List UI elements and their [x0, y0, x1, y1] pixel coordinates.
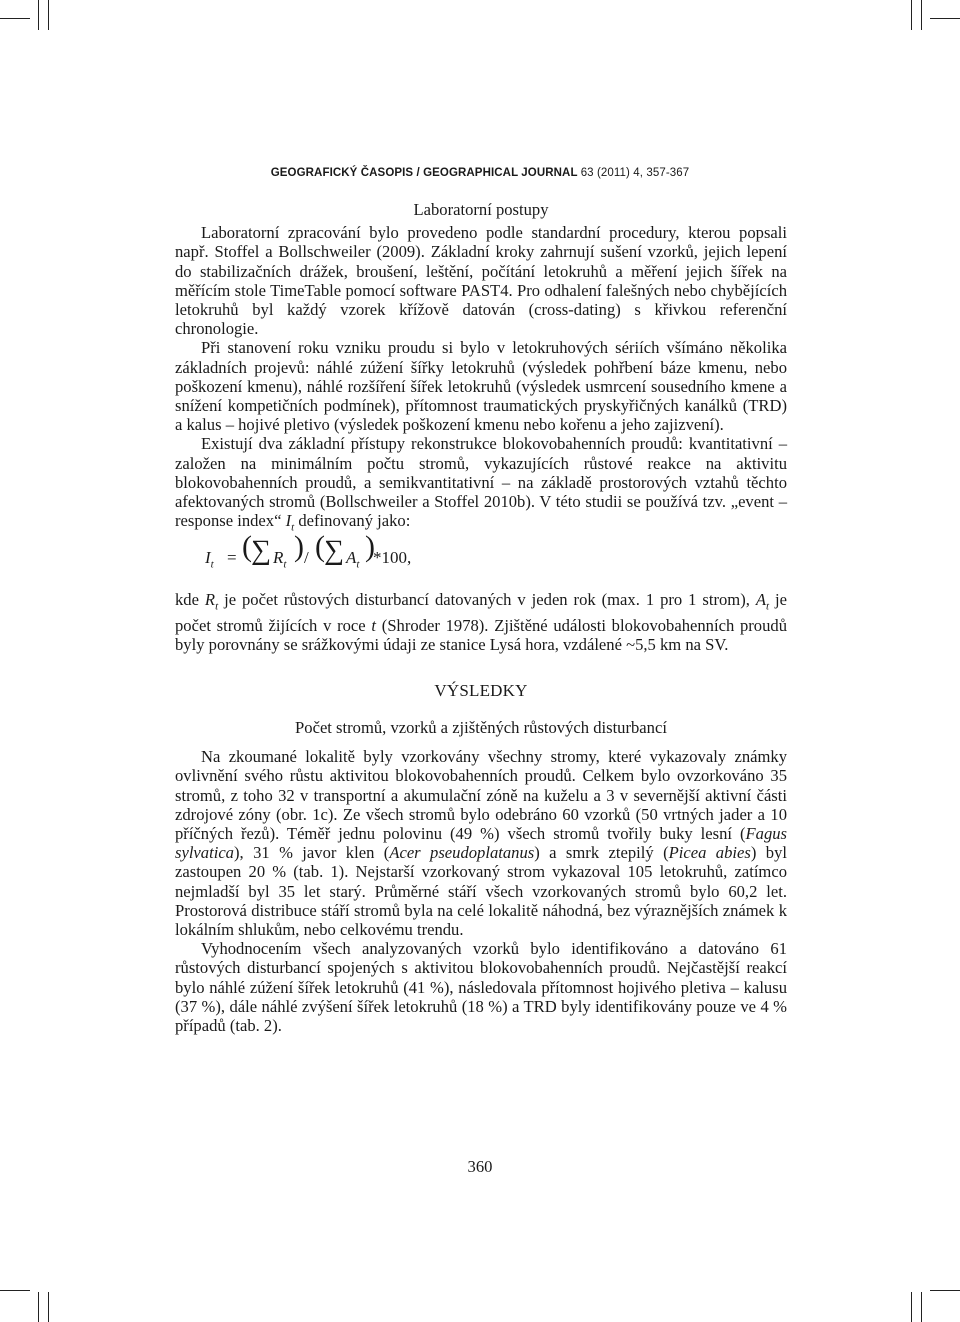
crop-mark-bottom-left-h	[0, 1290, 30, 1291]
formula-paren-open-1: (	[242, 529, 252, 563]
journal-citation: 63 (2011) 4, 357-367	[580, 167, 690, 179]
paragraph-approaches-text: Existují dva základní přístupy rekonstrukce blokovobahenních proudů: kvantitativní – založen na minimálním počtu stromů, vykazujících růstové reakce na aktivitu blokovobahenních proudů, a semikvantitativní – na základě prostorových vztahů těchto afektovaných stromů (Bollschweiler a Stoffel 2010b). V této studii se používá tzv. „event – response index“	[175, 434, 787, 531]
formula-divide: /	[304, 547, 309, 567]
formula-paren-close-2: )	[365, 529, 375, 563]
crop-mark-top-left-h	[0, 18, 30, 19]
journal-header	[0, 167, 960, 179]
formula-equals: =	[227, 547, 237, 567]
methods-subheading: Laboratorní postupy	[413, 200, 549, 219]
crop-mark-bottom-right-h	[930, 1290, 960, 1291]
event-response-formula	[175, 529, 787, 590]
formula-lhs: $I_t$	[205, 547, 214, 571]
crop-mark-top-right-h	[930, 18, 960, 19]
section-title-results: VÝSLEDKY	[434, 680, 528, 700]
formula-paren-open-2: (	[315, 529, 325, 563]
formula-sum-icon: ∑	[251, 534, 271, 566]
formula-paren-close-1: )	[294, 529, 304, 563]
symbol-it: $I_t$	[285, 511, 295, 534]
paragraph-lab-procedure: Laboratorní zpracování bylo provedeno podle standardní procedury, kterou popsali např. Stoffel a Bollschweiler (2009). Základní kroky zahrnují sušení vzorků, jejich lepení do stabilizačních drážek, broušení, leštění, počítání letokruhů a měření jejich šířek na měřícím stole TimeTable pomocí software PAST4. Pro odhalení falešných nebo chybějících letokruhů byl každý vzorek křížově datován (cross-dating) s křivkou referenční chronologie.	[175, 223, 787, 339]
species-acer: Acer pseudoplatanus	[389, 843, 535, 863]
crop-mark-top-left-v2	[48, 0, 49, 30]
crop-mark-bottom-right-v	[911, 1292, 912, 1322]
crop-mark-bottom-left-v2	[48, 1292, 49, 1322]
formula-sum-icon-2: ∑	[324, 534, 344, 566]
crop-mark-top-left-v	[38, 0, 39, 30]
paragraph-event-year: Při stanovení roku vzniku proudu si bylo v letokruhových sériích všímáno několika základních projevů: náhlé zúžení šířky letokruhů (výsledek pohřbení báze kmenu, nebo poškození kmenu), náhlé rozšíření šířek letokruhů (výsledek usmrcení sousedního kmene a snížení kompetičních podmínek), přítomnost traumatických pryskyřičných kanálků (TRD) a kalus – hojivé pletivo (výsledek poškození kmenu nebo kořenu a jeho zajizvení).	[175, 338, 787, 435]
journal-name: GEOGRAFICKÝ ČASOPIS / GEOGRAPHICAL JOURNAL	[270, 167, 578, 179]
page-number: 360	[467, 1157, 493, 1176]
paragraph-sampling: Na zkoumané lokalitě byly vzorkovány všechny stromy, které vykazovaly známky ovlivnění svého růstu aktivitou blokovobahenních proudů. Celkem bylo ovzorkováno 35 stromů, z toho 32 v transportní a akumulační zóně na kuželu a 3 v severnější aktivní části zdrojové zóny (obr. 1c). Ze všech stromů bylo odebráno 60 vzorků (50 vrtných jader a 10 příčných řezů). Téměř jednu polovinu (49 %) všech stromů tvořily buky lesní (Fagus sylvatica), 31 % javor klen (Acer pseudoplatanus) a smrk ztepilý (Picea abies) byl zastoupen 20 % (tab. 1). Nejstarší vzorkovaný strom vykazoval 105 letokruhů, zatímco nejmladší byl 35 let starý. Průměrné stáří všech vzorkovaných stromů bylo 60,2 let. Prostorová distribuce stáří stromů byla na celé lokalitě náhodná, bez výraznějších známek k lokálním shlukům, nebo celkovému trendu.	[175, 747, 787, 939]
paragraph-disturbances: Vyhodnocením všech analyzovaných vzorků bylo identifikováno a datováno 61 růstových disturbancí spojených s aktivitou blokovobahenních proudů. Nejčastější reakcí bylo náhlé zúžení šířek letokruhů (41 %), následovala přítomnost hojivého pletiva – kalusu (37 %), dále náhlé zvýšení šířek letokruhů (18 %) a TRD byly identifikovány pouze ve 4 % případů (tab. 2).	[175, 939, 787, 1035]
paragraph-formula-legend: kde $R_t$ je počet růstových disturbancí datovaných v jeden rok (max. 1 pro 1 strom), $A_t$ je počet stromů žijících v roce t (Shroder 1978). Zjištěné události blokovobahenních proudů byly porovnány se srážkovými údaji ze stanice Lysá hora, vzdálené ~5,5 km na SV.	[175, 589, 787, 655]
crop-mark-top-right-v2	[921, 0, 922, 30]
formula-sum2: $A_t$	[346, 547, 360, 571]
crop-mark-bottom-left-v	[38, 1292, 39, 1322]
formula-sum1: $R_t$	[273, 547, 287, 571]
results-subheading: Počet stromů, vzorků a zjištěných růstových disturbancí	[295, 717, 667, 737]
species-fagus: Fagus sylvatica	[175, 823, 787, 863]
crop-mark-bottom-right-v2	[921, 1292, 922, 1322]
species-picea: Picea abies	[668, 843, 751, 863]
formula-tail: *100,	[373, 547, 412, 567]
paragraph-approaches	[175, 434, 787, 537]
paragraph-approaches-end: definovaný jako:	[298, 511, 411, 531]
crop-mark-top-right-v	[911, 0, 912, 30]
page-body	[175, 200, 787, 1035]
